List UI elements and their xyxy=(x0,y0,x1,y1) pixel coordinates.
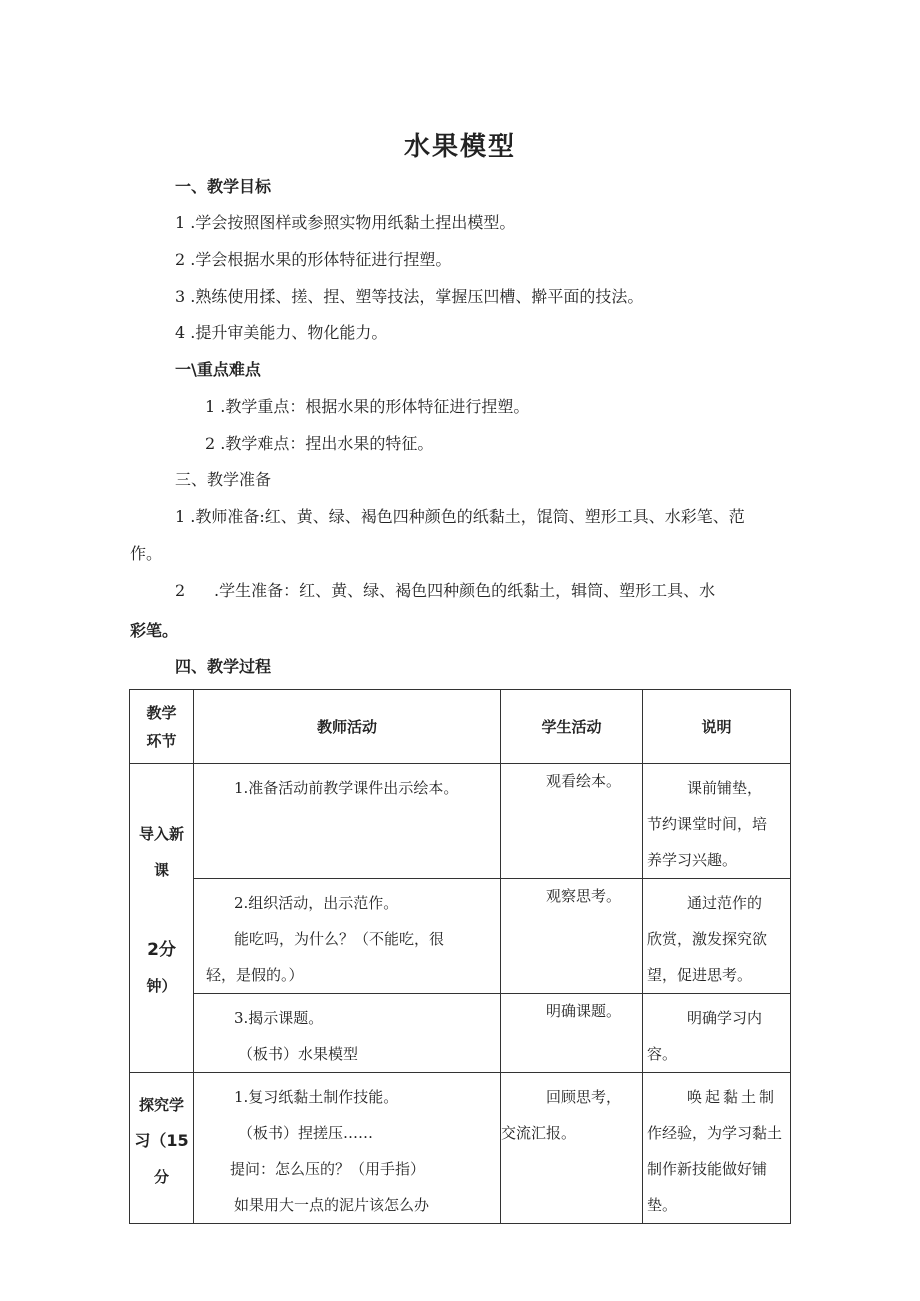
student-activity-line: 观看绘本。 xyxy=(546,772,622,790)
prep-student-num: 2 xyxy=(175,581,186,600)
note-line: 作经验，为学习黏土 xyxy=(647,1124,783,1142)
teacher-activity-line: 1.复习纸黏土制作技能。 xyxy=(234,1088,399,1106)
teacher-activity-line: 轻，是假的。） xyxy=(206,966,304,984)
header-student: 学生活动 xyxy=(501,690,643,764)
stage-explore-line3: 分 xyxy=(153,1168,169,1186)
prep-student-line1: .学生准备：红、黄、绿、褐色四种颜色的纸黏土，辑筒、塑形工具、水 xyxy=(214,581,716,600)
process-heading: 四、教学过程 xyxy=(175,657,272,676)
note-line: 垫。 xyxy=(647,1196,678,1214)
stage-explore-line2: 习（15 xyxy=(134,1131,189,1150)
student-activity-line: 观察思考。 xyxy=(546,887,622,905)
stage-intro-line4: 钟） xyxy=(146,977,177,995)
header-teacher: 教师活动 xyxy=(194,690,501,764)
student-activity-cell xyxy=(501,764,643,879)
prep-teacher-line2: 作。 xyxy=(130,544,163,563)
note-line: 容。 xyxy=(647,1045,678,1063)
student-activity-cell xyxy=(501,879,643,994)
note-line: 唤起黏土制 xyxy=(687,1088,778,1106)
table-row xyxy=(130,764,791,879)
note-line: 制作新技能做好铺 xyxy=(647,1160,768,1178)
key-point-1: 1 .教学重点：根据水果的形体特征进行捏塑。 xyxy=(205,397,530,416)
teacher-activity-line: 提问：怎么压的？（用手指） xyxy=(230,1160,426,1178)
teacher-activity-cell xyxy=(194,764,501,879)
note-line: 望，促进思考。 xyxy=(647,966,753,984)
table-row xyxy=(130,879,791,994)
stage-intro-line2: 课 xyxy=(153,861,169,879)
teacher-activity-line: 2.组织活动，出示范作。 xyxy=(234,894,399,912)
goal-item-2: 2 .学会根据水果的形体特征进行捏塑。 xyxy=(175,250,452,269)
note-cell xyxy=(643,1073,791,1224)
teacher-activity-cell xyxy=(194,994,501,1073)
stage-intro-line1: 导入新 xyxy=(138,825,184,843)
prep-teacher-line1: 1 .教师准备:红、黄、绿、褐色四种颜色的纸黏土，馄筒、塑形工具、水彩笔、范 xyxy=(175,507,745,526)
teacher-activity-line: （板书）水果模型 xyxy=(238,1045,359,1063)
table-row xyxy=(130,1073,791,1224)
student-activity-cell xyxy=(501,1073,643,1224)
header-stage-line2: 环节 xyxy=(146,731,177,750)
header-stage xyxy=(130,690,194,764)
note-line: 通过范作的 xyxy=(687,894,763,912)
goal-item-3: 3 .熟练使用揉、搓、捏、塑等技法，掌握压凹槽、擀平面的技法。 xyxy=(175,287,644,306)
key-point-2: 2 .教学难点：捏出水果的特征。 xyxy=(205,434,434,453)
goals-heading: 一、教学目标 xyxy=(175,177,272,196)
note-line: 欣赏，激发探究欲 xyxy=(647,930,768,948)
stage-explore-line1: 探究学 xyxy=(138,1096,184,1114)
teacher-activity-cell xyxy=(194,1073,501,1224)
teacher-activity-line: （板书）捏搓压…… xyxy=(238,1124,374,1142)
teacher-activity-line: 如果用大一点的泥片该怎么办 xyxy=(234,1196,430,1214)
teacher-activity-line: 3.揭示课题。 xyxy=(234,1009,324,1027)
page-title: 水果模型 xyxy=(403,132,516,162)
teacher-activity-line: 能吃吗，为什么？（不能吃，很 xyxy=(234,930,445,948)
student-activity-line: 交流汇报。 xyxy=(501,1124,577,1142)
prep-heading: 三、教学准备 xyxy=(175,470,272,489)
note-cell xyxy=(643,994,791,1073)
goal-item-1: 1 .学会按照图样或参照实物用纸黏土捏出模型。 xyxy=(175,213,516,232)
note-line: 节约课堂时间，培 xyxy=(647,815,768,833)
student-activity-line: 回顾思考， xyxy=(546,1088,622,1106)
goal-item-4: 4 .提升审美能力、物化能力。 xyxy=(175,323,388,342)
prep-student-line2: 彩笔。 xyxy=(130,621,179,640)
note-line: 明确学习内 xyxy=(687,1009,763,1027)
student-activity-line: 明确课题。 xyxy=(546,1002,622,1020)
header-note: 说明 xyxy=(643,690,791,764)
note-line: 课前铺垫， xyxy=(687,779,763,797)
stage-cell-intro xyxy=(130,764,194,1073)
note-cell xyxy=(643,764,791,879)
teaching-process-table xyxy=(129,689,791,1224)
key-points-heading: 一\重点难点 xyxy=(175,360,261,379)
student-activity-cell xyxy=(501,994,643,1073)
teacher-activity-cell xyxy=(194,879,501,994)
table-row xyxy=(130,994,791,1073)
note-cell xyxy=(643,879,791,994)
stage-cell-explore xyxy=(130,1073,194,1224)
teacher-activity-line: 1.准备活动前教学课件出示绘本。 xyxy=(234,779,459,797)
stage-intro-line3: 2分 xyxy=(147,940,176,960)
note-line: 养学习兴趣。 xyxy=(647,851,738,869)
table-header-row xyxy=(130,690,791,764)
header-stage-line1: 教学 xyxy=(146,703,177,722)
